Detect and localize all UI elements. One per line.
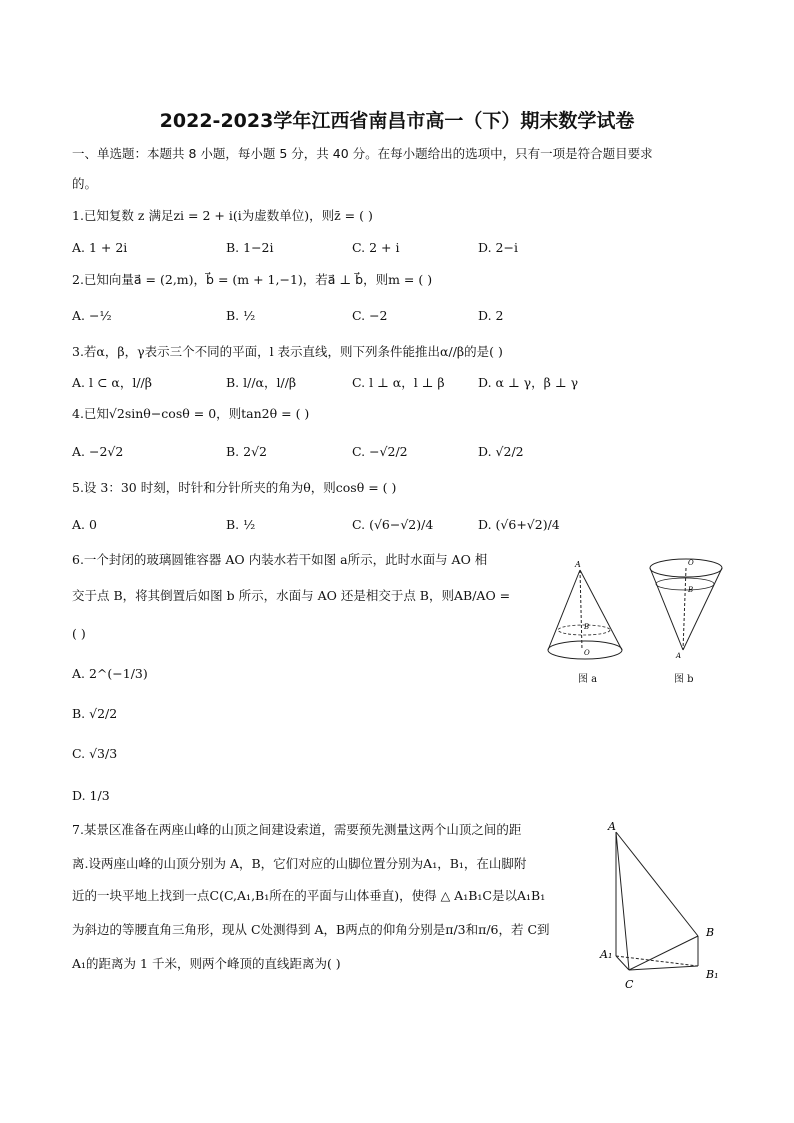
figure-q7-label-c: C <box>625 978 634 991</box>
q5-option-a: A. 0 <box>72 517 97 532</box>
q3-option-d: D. α ⊥ γ，β ⊥ γ <box>478 375 579 390</box>
question-7-stem-3: 近的一块平地上找到一点C(C,A₁,B₁所在的平面与山体垂直)，使得 △ A₁B₁C是以A₁B₁ <box>72 888 546 903</box>
figure-b-label-a: A <box>676 652 682 660</box>
figure-q7-label-b1: B₁ <box>706 968 719 981</box>
q2-option-b: B. ½ <box>226 308 256 323</box>
q3-option-a: A. l ⊂ α，l//β <box>72 375 152 390</box>
q4-option-c: C. −√2/2 <box>352 444 408 459</box>
q4-option-d: D. √2/2 <box>478 444 524 459</box>
figure-b-label-b: B <box>688 586 694 594</box>
question-7-stem-1: 7.某景区准备在两座山峰的山顶之间建设索道，需要预先测量这两个山顶之间的距 <box>72 822 522 837</box>
q4-option-b: B. 2√2 <box>226 444 268 459</box>
figure-q7-mountains <box>598 818 728 998</box>
question-5-stem: 5.设 3：30 时刻，时针和分针所夹的角为θ，则cosθ = ( ) <box>72 480 397 495</box>
question-4-stem: 4.已知√2sinθ−cosθ = 0，则tan2θ = ( ) <box>72 406 310 421</box>
figure-q7-label-a: A <box>608 820 616 833</box>
figure-a-label-b: B <box>584 623 590 631</box>
section-heading: 一、单选题：本题共 8 小题，每小题 5 分，共 40 分。在每小题给出的选项中，只有一项是符合题目要求 <box>72 146 653 161</box>
question-6-stem-3: ( ) <box>72 626 86 641</box>
question-7-stem-2: 离.设两座山峰的山顶分别为 A，B，它们对应的山脚位置分别为A₁，B₁，在山脚附 <box>72 856 527 871</box>
figure-b-caption: 图 b <box>674 674 694 685</box>
q1-option-d: D. 2−i <box>478 240 518 255</box>
figure-a-caption: 图 a <box>578 674 598 685</box>
page-title: 2022-2023学年江西省南昌市高一（下）期末数学试卷 <box>159 110 635 132</box>
figure-a-cone <box>536 556 636 686</box>
question-1-stem: 1.已知复数 z 满足zi = 2 + i(i为虚数单位)，则z̄ = ( ) <box>72 208 373 223</box>
section-heading-cont: 的。 <box>72 176 98 191</box>
figure-a-label-a: A <box>575 560 581 569</box>
q2-option-d: D. 2 <box>478 308 504 323</box>
question-3-stem: 3.若α，β，γ表示三个不同的平面，l 表示直线，则下列条件能推出α//β的是( ) <box>72 344 503 359</box>
q4-option-a: A. −2√2 <box>72 444 124 459</box>
figure-b-cone <box>644 548 734 666</box>
question-6-stem-1: 6.一个封闭的玻璃圆锥容器 AO 内装水若干如图 a所示，此时水面与 AO 相 <box>72 552 488 567</box>
q1-option-b: B. 1−2i <box>226 240 274 255</box>
q2-option-a: A. −½ <box>72 308 112 323</box>
question-7-stem-5: A₁的距离为 1 千米，则两个峰顶的直线距离为( ) <box>72 956 341 971</box>
figure-b-label-o: O <box>688 559 694 567</box>
q5-option-c: C. (√6−√2)/4 <box>352 517 434 532</box>
figure-a-label-o: O <box>584 649 590 657</box>
question-6-stem-2: 交于点 B，将其倒置后如图 b 所示，水面与 AO 还是相交于点 B，则AB/AO = <box>72 588 511 603</box>
q3-option-c: C. l ⊥ α，l ⊥ β <box>352 375 445 390</box>
q1-option-c: C. 2 + i <box>352 240 400 255</box>
q5-option-d: D. (√6+√2)/4 <box>478 517 560 532</box>
q6-option-a: A. 2^(−1/3) <box>72 666 148 681</box>
question-7-stem-4: 为斜边的等腰直角三角形，现从 C处测得到 A，B两点的仰角分别是π/3和π/6，若 C到 <box>72 922 550 937</box>
figure-q7-label-b: B <box>706 926 715 939</box>
q1-option-a: A. 1 + 2i <box>72 240 128 255</box>
q3-option-b: B. l//α，l//β <box>226 375 297 390</box>
q5-option-b: B. ½ <box>226 517 256 532</box>
q6-option-d: D. 1/3 <box>72 788 110 803</box>
q2-option-c: C. −2 <box>352 308 388 323</box>
question-2-stem: 2.已知向量a⃗ = (2,m)，b⃗ = (m + 1,−1)，若a⃗ ⊥ b⃗，则m = ( ) <box>72 272 433 287</box>
q6-option-b: B. √2/2 <box>72 706 118 721</box>
figure-q7-label-a1: A₁ <box>600 948 613 961</box>
q6-option-c: C. √3/3 <box>72 746 118 761</box>
